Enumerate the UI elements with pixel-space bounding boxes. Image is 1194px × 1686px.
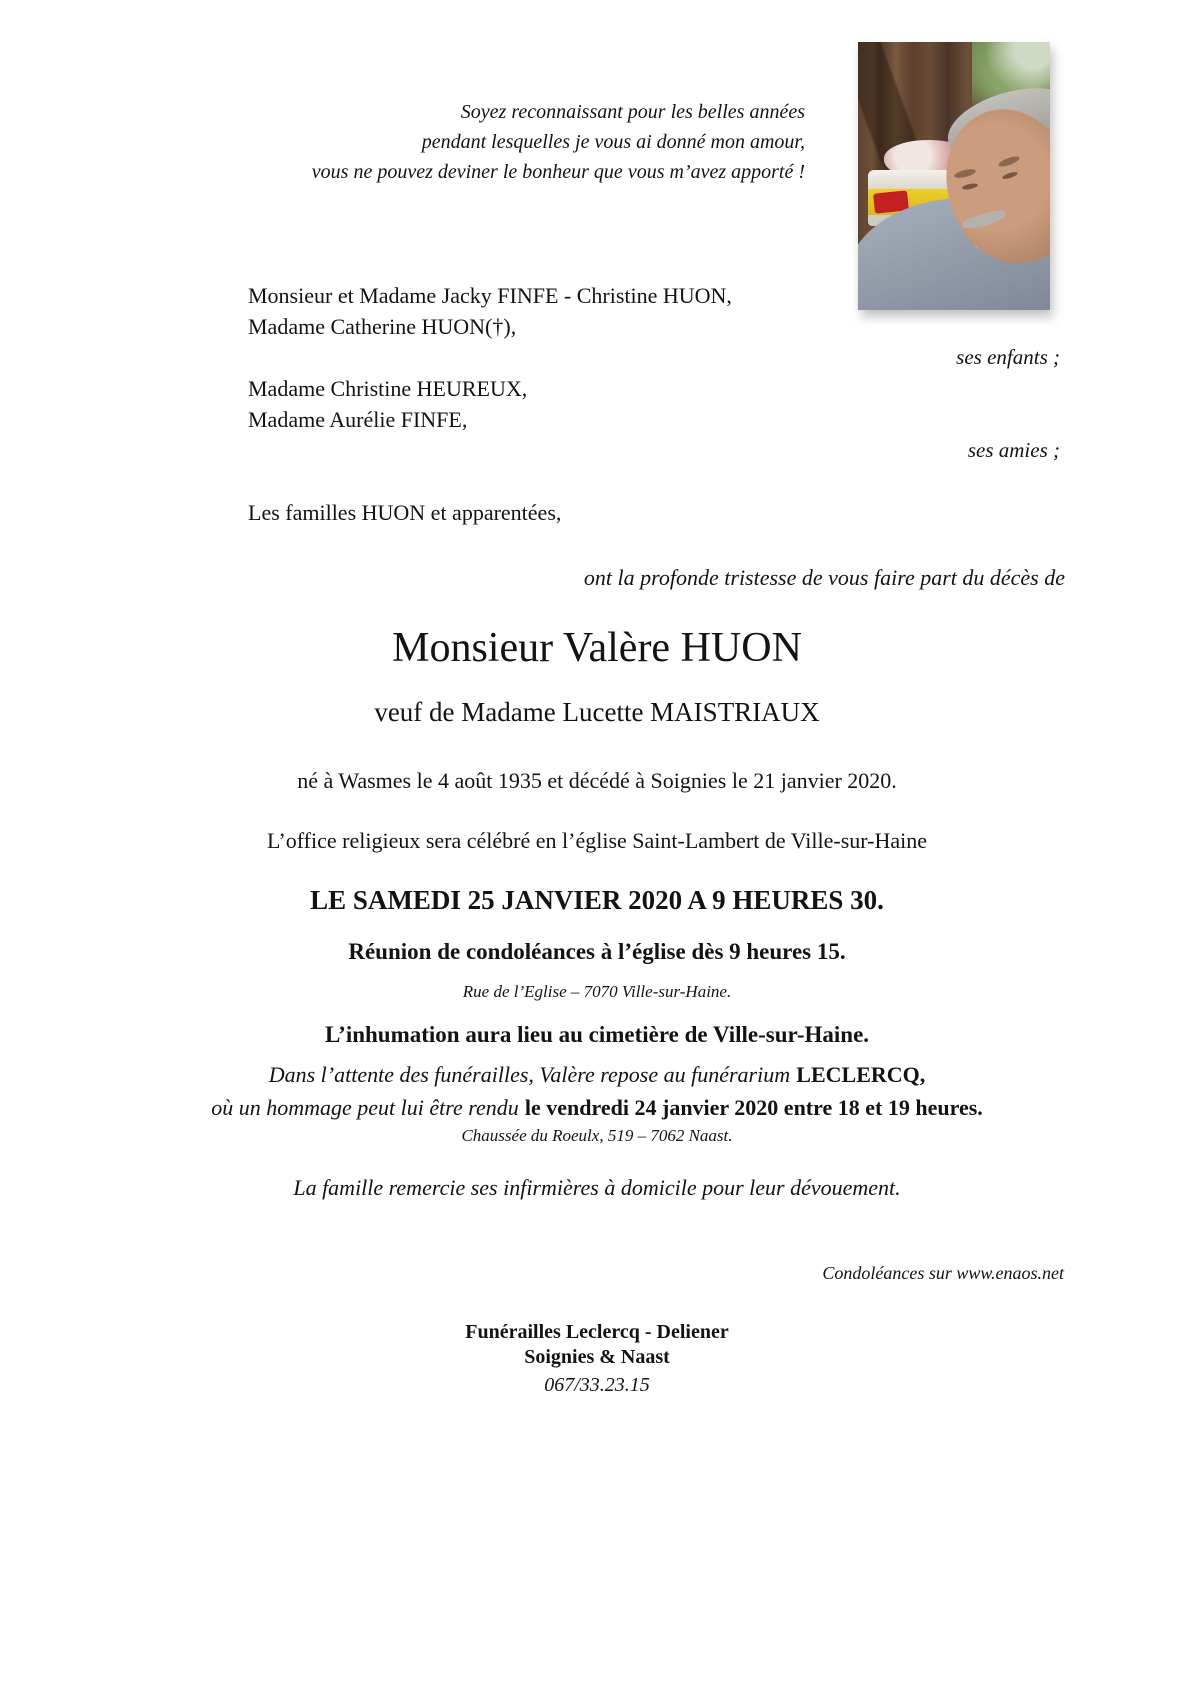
- quote-line: pendant lesquelles je vous ai donné mon amour,: [421, 131, 805, 153]
- opening-quote: [0, 97, 805, 187]
- spacer: [0, 466, 1194, 497]
- quote-line: Soyez reconnaissant pour les belles années: [460, 101, 805, 123]
- thanks-line: La famille remercie ses infirmières à domicile pour leur dévouement.: [293, 1175, 901, 1200]
- birth-death-line: né à Wasmes le 4 août 1935 et décédé à Soignies le 21 janvier 2020.: [297, 768, 897, 793]
- relatives-list: [0, 280, 1194, 528]
- repose-line-italic: Dans l’attente des funérailles, Valère repose au funérarium: [268, 1062, 791, 1087]
- relative-name: Madame Christine HEUREUX,: [248, 376, 528, 401]
- funeral-home-locations: Soignies & Naast: [524, 1346, 670, 1368]
- portrait-photo: [858, 42, 1050, 310]
- condolence-meeting-line: Réunion de condoléances à l’église dès 9 heures 15.: [348, 939, 846, 964]
- religious-service-line: L’office religieux sera célébré en l’église Saint-Lambert de Ville-sur-Haine: [267, 828, 927, 853]
- deceased-name: Monsieur Valère HUON: [392, 625, 802, 671]
- photo-bucket-lid: [868, 170, 958, 189]
- homage-line: [0, 1094, 1194, 1122]
- relation-label-children: ses enfants ;: [956, 345, 1060, 369]
- homage-line-italic: où un hommage peut lui être rendu: [211, 1095, 519, 1120]
- relative-name: Madame Aurélie FINFE,: [248, 407, 468, 432]
- church-address: Rue de l’Eglise – 7070 Ville-sur-Haine.: [462, 982, 732, 1001]
- burial-line: L’inhumation aura lieu au cimetière de Ville-sur-Haine.: [324, 1022, 870, 1047]
- online-condolences-line: Condoléances sur www.enaos.net: [822, 1263, 1064, 1283]
- funeral-home-phone: 067/33.23.15: [544, 1374, 650, 1396]
- relative-name: Monsieur et Madame Jacky FINFE - Christine HUON,: [248, 283, 732, 308]
- families-line: Les familles HUON et apparentées,: [248, 500, 562, 525]
- quote-line: vous ne pouvez deviner le bonheur que vous m’avez apporté !: [311, 161, 805, 183]
- funeral-home-name: Funérailles Leclercq - Deliener: [465, 1321, 729, 1343]
- funerarium-address: Chaussée du Roeulx, 519 – 7062 Naast.: [461, 1126, 733, 1145]
- service-datetime: LE SAMEDI 25 JANVIER 2020 A 9 HEURES 30.: [310, 885, 884, 915]
- relation-label-friends: ses amies ;: [967, 438, 1060, 462]
- widower-line: veuf de Madame Lucette MAISTRIAUX: [374, 697, 820, 727]
- repose-line-bold: LECLERCQ,: [796, 1062, 926, 1087]
- funeral-home-footer: [0, 1320, 1194, 1398]
- repose-line: [0, 1061, 1194, 1089]
- homage-line-bold: le vendredi 24 janvier 2020 entre 18 et 19 heures.: [524, 1095, 983, 1120]
- relative-name: Madame Catherine HUON(†),: [248, 314, 517, 339]
- announcement-intro: ont la profonde tristesse de vous faire part du décès de: [583, 565, 1065, 590]
